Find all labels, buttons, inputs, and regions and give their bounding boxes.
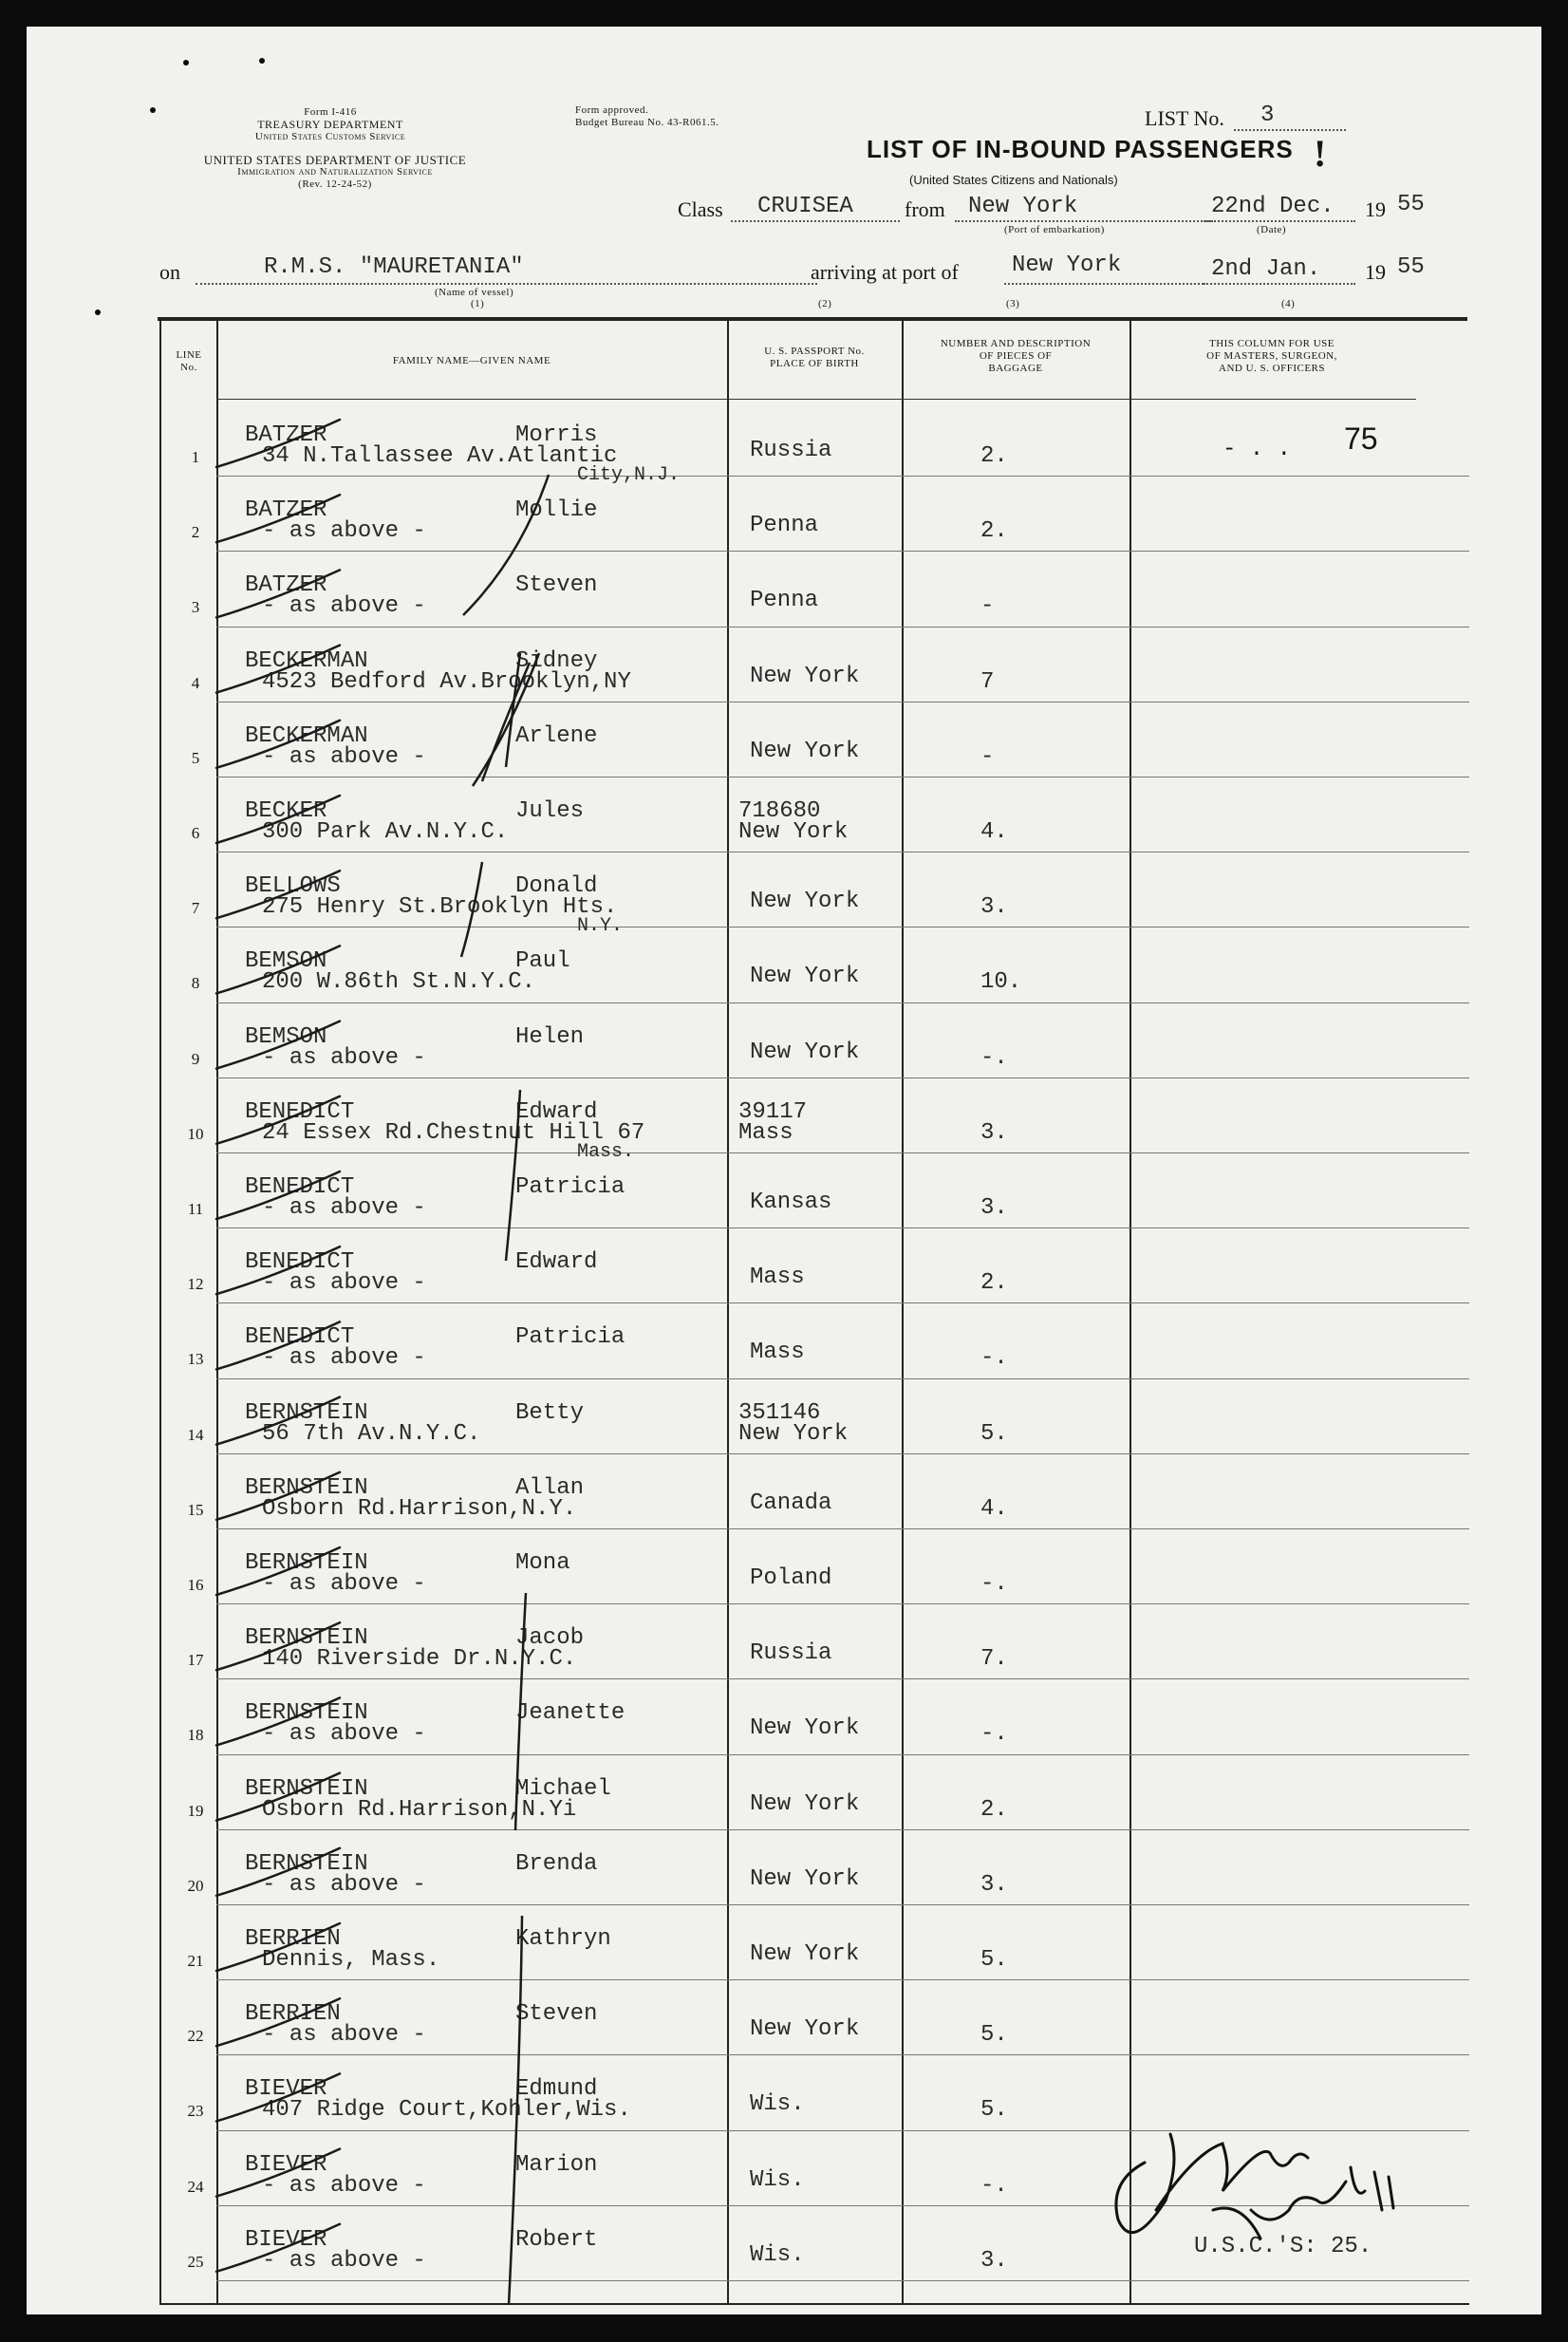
family-name: BEMSON	[245, 1023, 327, 1050]
embark-year: 55	[1397, 192, 1425, 217]
birth-place: Russia	[750, 1640, 832, 1667]
check-tick	[216, 946, 340, 993]
check-tick	[216, 1096, 340, 1144]
line-number: 7	[191, 899, 200, 918]
address: - as above -	[262, 2247, 426, 2274]
baggage-count: -	[980, 743, 995, 770]
check-tick	[216, 1998, 340, 2046]
address: Osborn Rd.Harrison,N.Yi	[262, 1796, 577, 1823]
family-name: BIEVER	[245, 2226, 327, 2253]
line-number: 15	[187, 1500, 204, 1519]
family-name: BERNSTEIN	[245, 1550, 368, 1576]
check-tick	[216, 871, 340, 918]
given-name: Jacob	[515, 1625, 585, 1652]
baggage-count: -	[980, 593, 995, 620]
check-tick	[216, 1321, 340, 1369]
exclamation-mark: !	[1314, 132, 1327, 175]
footer-note: U.S.C.'S: 25.	[1194, 2234, 1372, 2259]
given-name: Helen	[515, 1023, 585, 1050]
given-name: Allan	[515, 1474, 585, 1501]
line-number: 12	[187, 1275, 204, 1294]
baggage-count: 10.	[980, 969, 1022, 996]
birth-place: Penna	[750, 513, 819, 539]
birth-place: New York	[738, 1420, 849, 1447]
address: - as above -	[262, 1871, 426, 1898]
passport-number: 39117	[738, 1098, 808, 1125]
vessel-caption: (Name of vessel)	[435, 287, 514, 298]
vessel-name: R.M.S. "MAURETANIA"	[264, 254, 524, 280]
line-number: 19	[187, 1801, 204, 1820]
family-name: BECKERMAN	[245, 647, 368, 674]
line-number: 16	[187, 1576, 204, 1594]
handwritten-stroke	[463, 475, 549, 615]
birth-place: New York	[738, 819, 849, 845]
address: - as above -	[262, 1044, 426, 1071]
arrival-date: 2nd Jan.	[1211, 256, 1321, 282]
check-tick	[216, 570, 340, 617]
officer-mark: 75	[1344, 422, 1378, 456]
line-number: 1	[191, 448, 200, 466]
given-name: Steven	[515, 2001, 598, 2028]
family-name: BATZER	[245, 572, 327, 599]
date-caption: (Date)	[1257, 224, 1287, 235]
birth-place: New York	[750, 1790, 860, 1817]
class-value: CRUISEA	[757, 194, 853, 219]
address: - as above -	[262, 743, 426, 770]
given-name: Kathryn	[515, 1926, 611, 1952]
col-caption-3: (3)	[1006, 298, 1020, 309]
given-name: Edward	[515, 1098, 598, 1125]
port-caption: (Port of embarkation)	[1004, 224, 1105, 235]
col-head-officers: THIS COLUMN FOR USE OF MASTERS, SURGEON, AND U. S. OFFICERS	[1206, 338, 1337, 374]
line-number: 21	[187, 1952, 204, 1970]
handwritten-stroke	[506, 653, 520, 767]
birth-place: New York	[750, 738, 860, 764]
family-name: BIEVER	[245, 2151, 327, 2178]
baggage-count: 2.	[980, 518, 1008, 545]
passport-number: 718680	[738, 798, 821, 824]
address: 200 W.86th St.N.Y.C.	[262, 969, 536, 996]
birth-place: Penna	[750, 588, 819, 614]
line-number: 23	[187, 2102, 204, 2121]
check-tick	[216, 2149, 340, 2197]
line-number: 6	[191, 824, 200, 842]
birth-place: New York	[750, 1715, 860, 1742]
check-tick	[216, 1547, 340, 1595]
baggage-count: 5.	[980, 1420, 1008, 1447]
address: Dennis, Mass.	[262, 1947, 440, 1973]
family-name: BIEVER	[245, 2076, 327, 2103]
baggage-count: 3.	[980, 1871, 1008, 1898]
given-name: Steven	[515, 572, 598, 599]
birth-place: New York	[750, 1941, 860, 1967]
check-tick	[216, 1622, 340, 1670]
check-tick	[216, 1697, 340, 1745]
check-tick	[216, 2073, 340, 2121]
birth-place: Mass	[750, 1340, 805, 1366]
col-head-baggage: NUMBER AND DESCRIPTION OF PIECES OF BAGGAGE	[940, 338, 1092, 374]
baggage-count: 7.	[980, 1646, 1008, 1673]
family-name: BELLOWS	[245, 873, 341, 900]
line-number: 25	[187, 2252, 204, 2271]
signature	[1116, 2134, 1393, 2239]
check-marks	[27, 27, 1541, 2314]
birth-place: Wis.	[750, 2241, 805, 2268]
address: 56 7th Av.N.Y.C.	[262, 1420, 481, 1447]
arriving-label: arriving at port of	[811, 260, 959, 284]
check-tick	[216, 796, 340, 843]
check-tick	[216, 2224, 340, 2272]
line-number: 18	[187, 1726, 204, 1745]
given-name: Edmund	[515, 2076, 598, 2103]
year-prefix: 19	[1365, 197, 1386, 221]
given-name: Jeanette	[515, 1700, 625, 1727]
baggage-count: 3.	[980, 2247, 1008, 2274]
family-name: BERNSTEIN	[245, 1399, 368, 1426]
line-number: 9	[191, 1049, 200, 1068]
treasury-dept: TREASURY DEPARTMENT	[257, 118, 403, 131]
given-name: Brenda	[515, 1850, 598, 1877]
line-number: 14	[187, 1425, 204, 1444]
check-tick	[216, 1171, 340, 1219]
line-number: 20	[187, 1876, 204, 1895]
check-tick	[216, 420, 340, 467]
line-number: 3	[191, 598, 200, 617]
address: 24 Essex Rd.Chestnut Hill 67	[262, 1119, 645, 1146]
family-name: BENEDICT	[245, 1098, 355, 1125]
officer-dash: - . .	[1223, 437, 1292, 462]
address: - as above -	[262, 1270, 426, 1297]
baggage-count: 4.	[980, 819, 1008, 845]
family-name: BATZER	[245, 422, 327, 448]
birth-place: Poland	[750, 1565, 832, 1591]
col-head-name: FAMILY NAME—GIVEN NAME	[392, 355, 551, 366]
embark-date: 22nd Dec.	[1211, 194, 1335, 219]
address: - as above -	[262, 1721, 426, 1748]
budget-bureau: Budget Bureau No. 43-R061.5.	[575, 117, 719, 128]
birth-place: Russia	[750, 438, 832, 463]
family-name: BECKER	[245, 798, 327, 824]
family-name: BENEDICT	[245, 1249, 355, 1276]
check-tick	[216, 646, 340, 693]
on-label: on	[159, 260, 180, 284]
given-name: Paul	[515, 948, 570, 975]
passport-number: 351146	[738, 1399, 821, 1426]
birth-place: New York	[750, 889, 860, 915]
family-name: BEMSON	[245, 948, 327, 975]
ins-title: Immigration and Naturalization Service	[237, 166, 433, 178]
birth-place: New York	[750, 964, 860, 990]
birth-place: New York	[750, 663, 860, 689]
family-name: BECKERMAN	[245, 722, 368, 749]
given-name: Patricia	[515, 1174, 625, 1200]
handwritten-stroke	[461, 862, 482, 957]
baggage-count: 2.	[980, 1796, 1008, 1823]
given-name: Edward	[515, 1249, 598, 1276]
given-name: Marion	[515, 2151, 598, 2178]
check-tick	[216, 1923, 340, 1971]
check-tick	[216, 721, 340, 768]
list-subtitle: (United States Citizens and Nationals)	[909, 173, 1118, 187]
family-name: BERNSTEIN	[245, 1850, 368, 1877]
baggage-count: 7	[980, 668, 995, 695]
baggage-count: 5.	[980, 1947, 1008, 1973]
baggage-count: -.	[980, 1044, 1008, 1071]
baggage-count: 4.	[980, 1495, 1008, 1522]
birth-place: Mass	[750, 1265, 805, 1291]
family-name: BENEDICT	[245, 1174, 355, 1200]
birth-place: Canada	[750, 1490, 832, 1516]
form-approved: Form approved.	[575, 104, 649, 116]
col-caption-2: (2)	[818, 298, 832, 309]
address: - as above -	[262, 593, 426, 620]
baggage-count: -.	[980, 1571, 1008, 1597]
handwritten-stroke	[515, 1593, 526, 1830]
address: 300 Park Av.N.Y.C.	[262, 819, 509, 845]
birth-place: Kansas	[750, 1190, 832, 1215]
line-number: 24	[187, 2177, 204, 2196]
address: - as above -	[262, 518, 426, 545]
doj-title: UNITED STATES DEPARTMENT OF JUSTICE	[203, 153, 467, 167]
year-prefix-2: 19	[1365, 260, 1386, 284]
family-name: BERNSTEIN	[245, 1625, 368, 1652]
line-number: 13	[187, 1350, 204, 1369]
address: - as above -	[262, 2172, 426, 2199]
check-tick	[216, 1021, 340, 1069]
check-tick	[216, 1848, 340, 1896]
address: 34 N.Tallassee Av.Atlantic	[262, 443, 618, 469]
line-number: 17	[187, 1651, 204, 1670]
line-number: 4	[191, 673, 200, 692]
customs-service: United States Customs Service	[254, 131, 406, 142]
handwritten-stroke	[509, 1916, 522, 2305]
revision: (Rev. 12-24-52)	[298, 178, 372, 190]
arrival-year: 55	[1397, 254, 1425, 280]
form-number: Form I-416	[304, 106, 357, 118]
birth-place: New York	[750, 2016, 860, 2043]
col-head-line: LINE No.	[176, 349, 202, 373]
address-cont: N.Y.	[577, 915, 624, 938]
family-name: BERNSTEIN	[245, 1700, 368, 1727]
list-title: LIST OF IN-BOUND PASSENGERS	[867, 135, 1294, 163]
baggage-count: 3.	[980, 1195, 1008, 1221]
address: 275 Henry St.Brooklyn Hts.	[262, 894, 618, 921]
given-name: Michael	[515, 1775, 611, 1802]
given-name: Betty	[515, 1399, 585, 1426]
family-name: BERRIEN	[245, 1926, 341, 1952]
birth-place: New York	[750, 1865, 860, 1892]
address: Osborn Rd.Harrison,N.Y.	[262, 1495, 577, 1522]
birth-place: Wis.	[750, 2091, 805, 2118]
check-tick	[216, 1246, 340, 1294]
birth-place: Mass	[738, 1119, 793, 1146]
given-name: Robert	[515, 2226, 598, 2253]
baggage-count: 2.	[980, 1270, 1008, 1297]
line-number: 5	[191, 748, 200, 767]
given-name: Jules	[515, 798, 585, 824]
address: - as above -	[262, 1195, 426, 1221]
given-name: Sidney	[515, 647, 598, 674]
given-name: Patricia	[515, 1324, 625, 1351]
family-name: BENEDICT	[245, 1324, 355, 1351]
class-label: Class	[678, 197, 723, 221]
check-tick	[216, 1397, 340, 1445]
passenger-list-page	[27, 27, 1541, 2314]
line-number: 10	[187, 1124, 204, 1143]
embark-port: New York	[968, 194, 1078, 219]
given-name: Mona	[515, 1550, 570, 1576]
address: - as above -	[262, 1345, 426, 1372]
address-cont: City,N.J.	[577, 464, 681, 486]
list-number-label: LIST No.	[1145, 106, 1224, 130]
col-caption-1: (1)	[471, 298, 485, 309]
given-name: Morris	[515, 422, 598, 448]
check-tick	[216, 1472, 340, 1520]
baggage-count: 5.	[980, 2022, 1008, 2049]
family-name: BERNSTEIN	[245, 1775, 368, 1802]
address-cont: Mass.	[577, 1140, 635, 1163]
baggage-count: 2.	[980, 443, 1008, 469]
address: 140 Riverside Dr.N.Y.C.	[262, 1646, 577, 1673]
line-number: 2	[191, 523, 200, 542]
col-caption-4: (4)	[1281, 298, 1296, 309]
from-label: from	[905, 197, 945, 221]
check-tick	[216, 1773, 340, 1821]
line-number: 8	[191, 974, 200, 993]
address: - as above -	[262, 2022, 426, 2049]
address: 407 Ridge Court,Kohler,Wis.	[262, 2097, 631, 2124]
baggage-count: 3.	[980, 1119, 1008, 1146]
arrival-port: New York	[1012, 253, 1122, 278]
given-name: Donald	[515, 873, 598, 900]
check-tick	[216, 495, 340, 542]
family-name: BATZER	[245, 497, 327, 524]
given-name: Arlene	[515, 722, 598, 749]
address: 4523 Bedford Av.Brooklyn,NY	[262, 668, 631, 695]
baggage-count: -.	[980, 1345, 1008, 1372]
family-name: BERRIEN	[245, 2001, 341, 2028]
baggage-count: -.	[980, 2172, 1008, 2199]
family-name: BERNSTEIN	[245, 1474, 368, 1501]
handwritten-stroke	[506, 1090, 520, 1261]
baggage-count: 5.	[980, 2097, 1008, 2124]
baggage-count: -.	[980, 1721, 1008, 1748]
list-number: 3	[1260, 103, 1275, 128]
birth-place: New York	[750, 1039, 860, 1065]
address: - as above -	[262, 1571, 426, 1597]
line-number: 22	[187, 2027, 204, 2046]
col-head-passport: U. S. PASSPORT No. PLACE OF BIRTH	[764, 346, 865, 369]
baggage-count: 3.	[980, 894, 1008, 921]
line-number: 11	[187, 1200, 204, 1218]
given-name: Mollie	[515, 497, 598, 524]
birth-place: Wis.	[750, 2166, 805, 2193]
